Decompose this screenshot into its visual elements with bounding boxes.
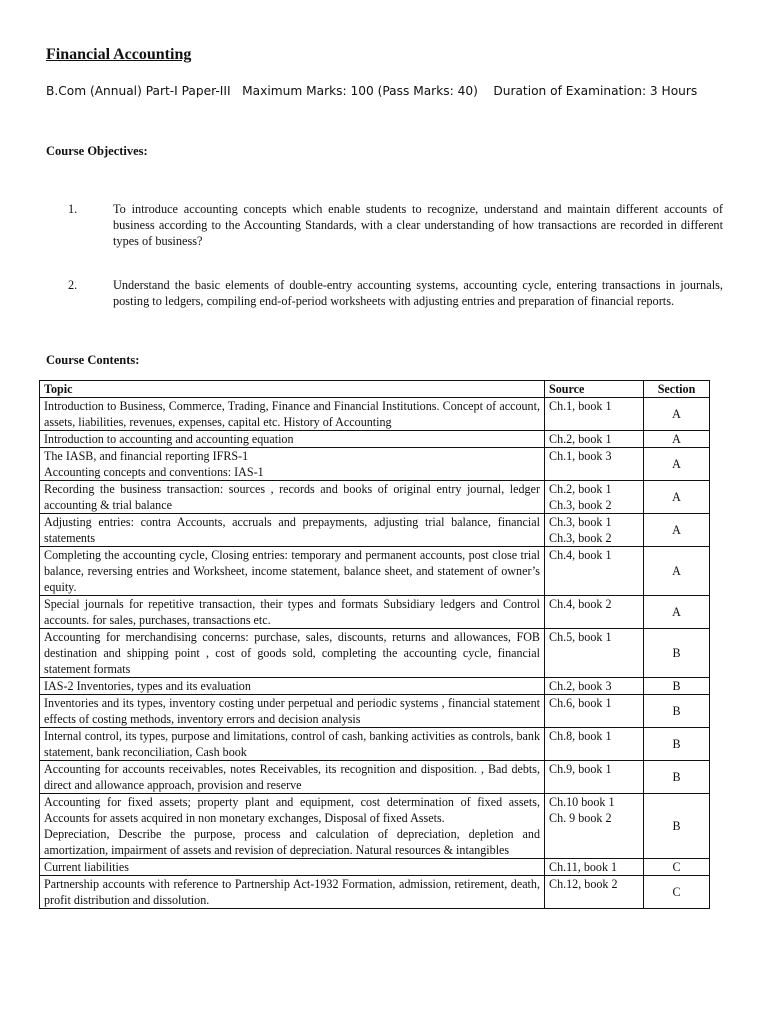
section-cell: C: [644, 876, 710, 909]
topic-text: Inventories and its types, inventory costing under perpetual and periodic systems , financial statement effects of costing methods, inventory errors and decision analysis: [44, 696, 540, 726]
topic-cell: [40, 876, 545, 909]
section-cell: A: [644, 547, 710, 596]
column-header-section: Section: [644, 381, 710, 398]
source-text: Ch.2, book 1: [549, 432, 612, 446]
source-cell: [545, 448, 644, 481]
topic-cell: [40, 629, 545, 678]
table-row: [40, 547, 710, 596]
topic-cell: [40, 761, 545, 794]
section-cell: B: [644, 794, 710, 859]
source-cell: [545, 596, 644, 629]
topic-cell: [40, 859, 545, 876]
objective-item: [68, 277, 723, 309]
column-header-topic: Topic: [40, 381, 545, 398]
table-row: [40, 398, 710, 431]
table-row: [40, 514, 710, 547]
table-body: [40, 398, 710, 909]
source-text: Ch.4, book 1: [549, 548, 612, 562]
source-text: Ch.4, book 2: [549, 597, 612, 611]
topic-text: Introduction to accounting and accounting equation: [44, 432, 294, 446]
source-cell: [545, 481, 644, 514]
source-cell: [545, 431, 644, 448]
source-text: Ch. 9 book 2: [549, 811, 612, 825]
topic-text: The IASB, and financial reporting IFRS-1: [44, 449, 249, 463]
topic-text: Partnership accounts with reference to Partnership Act-1932 Formation, admission, retirement, death, profit distribution and dissolution.: [44, 877, 540, 907]
topic-text: Completing the accounting cycle, Closing entries: temporary and permanent accounts, post close trial balance, reversing entries and Worksheet, income statement, balance sheet, and statement of owner’s equity.: [44, 548, 540, 594]
topic-text: Introduction to Business, Commerce, Trading, Finance and Financial Institutions. Concept of account, assets, liabilities, revenues, expenses, capital etc. History of Accounting: [44, 399, 540, 429]
source-text: Ch.9, book 1: [549, 762, 612, 776]
source-text: Ch.11, book 1: [549, 860, 618, 874]
section-cell: A: [644, 596, 710, 629]
source-cell: [545, 695, 644, 728]
table-row: [40, 761, 710, 794]
topic-cell: [40, 547, 545, 596]
section-cell: A: [644, 431, 710, 448]
topic-cell: [40, 596, 545, 629]
source-text: Ch.1, book 1: [549, 399, 612, 413]
source-cell: [545, 514, 644, 547]
section-cell: B: [644, 678, 710, 695]
source-text: Ch.10 book 1: [549, 795, 615, 809]
source-cell: [545, 398, 644, 431]
document-title: Financial Accounting: [46, 46, 192, 63]
topic-text: IAS-2 Inventories, types and its evaluation: [44, 679, 251, 693]
objective-text: To introduce accounting concepts which enable students to recognize, understand and maintain different accounts of business according to the Accounting Standards, with a clear understanding of how transactions are recorded in different types of business?: [113, 202, 723, 248]
source-cell: [545, 728, 644, 761]
table-header-row: [40, 381, 710, 398]
contents-heading: Course Contents:: [46, 353, 140, 367]
source-cell: [545, 876, 644, 909]
objective-item: [68, 201, 723, 249]
table-row: [40, 481, 710, 514]
column-header-source: Source: [545, 381, 644, 398]
objective-text: Understand the basic elements of double-entry accounting systems, accounting cycle, entering transactions in journals, posting to ledgers, compiling end-of-period worksheets with adjusting entries and preparation of financial reports.: [113, 278, 723, 308]
topic-text: Accounting for fixed assets; property plant and equipment, cost determination of fixed assets, Accounts for assets acquired in non monetary exchanges, Disposal of fixed Assets.: [44, 795, 540, 825]
source-text: Ch.8, book 1: [549, 729, 612, 743]
objectives-heading: Course Objectives:: [46, 144, 148, 158]
source-text: Ch.2, book 3: [549, 679, 612, 693]
section-cell: B: [644, 761, 710, 794]
section-cell: B: [644, 728, 710, 761]
table-row: [40, 859, 710, 876]
topic-text: Depreciation, Describe the purpose, process and calculation of depreciation, depletion and amortization, impairment of assets and revision of depreciation. Natural resources & intangibles: [44, 827, 540, 857]
section-cell: A: [644, 481, 710, 514]
table-row: [40, 596, 710, 629]
section-cell: C: [644, 859, 710, 876]
section-cell: A: [644, 448, 710, 481]
topic-text: Adjusting entries: contra Accounts, accruals and prepayments, adjusting trial balance, financial statements: [44, 515, 540, 545]
objective-number: 1.: [68, 202, 78, 216]
topic-cell: [40, 678, 545, 695]
section-cell: B: [644, 629, 710, 678]
source-text: Ch.6, book 1: [549, 696, 612, 710]
source-text: Ch.3, book 2: [549, 531, 612, 545]
source-text: Ch.2, book 1: [549, 482, 612, 496]
topic-text: Accounting for merchandising concerns: purchase, sales, discounts, returns and allowances, FOB destination and shipping point , cost of goods sold, completing the accounting cycle, financial statement formats: [44, 630, 540, 676]
source-text: Ch.5, book 1: [549, 630, 612, 644]
topic-text: Accounting concepts and conventions: IAS-1: [44, 465, 264, 479]
topic-cell: [40, 728, 545, 761]
topic-cell: [40, 514, 545, 547]
source-text: Ch.3, book 1: [549, 515, 612, 529]
topic-text: Internal control, its types, purpose and limitations, control of cash, banking activities as controls, bank statement, bank reconciliation, Cash book: [44, 729, 540, 759]
topic-cell: [40, 481, 545, 514]
topic-text: Current liabilities: [44, 860, 129, 874]
table-row: [40, 448, 710, 481]
topic-text: Accounting for accounts receivables, notes Receivables, its recognition and disposition. , Bad debts, direct and allowance approach, provision and reserve: [44, 762, 540, 792]
source-text: Ch.12, book 2: [549, 877, 618, 891]
section-cell: A: [644, 398, 710, 431]
source-cell: [545, 859, 644, 876]
objective-number: 2.: [68, 278, 78, 292]
source-cell: [545, 794, 644, 859]
topic-cell: [40, 448, 545, 481]
topic-cell: [40, 398, 545, 431]
table-row: [40, 431, 710, 448]
source-cell: [545, 761, 644, 794]
table-row: [40, 794, 710, 859]
course-meta-line: B.Com (Annual) Part-I Paper-III Maximum Marks: 100 (Pass Marks: 40) Duration of Examination: 3 Hours: [46, 84, 698, 98]
section-cell: B: [644, 695, 710, 728]
topic-text: Special journals for repetitive transaction, their types and formats Subsidiary ledgers and Control accounts. for sales, purchases, transactions etc.: [44, 597, 540, 627]
table-row: [40, 728, 710, 761]
source-text: Ch.1, book 3: [549, 449, 612, 463]
table-row: [40, 876, 710, 909]
source-text: Ch.3, book 2: [549, 498, 612, 512]
topic-cell: [40, 794, 545, 859]
topic-cell: [40, 695, 545, 728]
source-cell: [545, 629, 644, 678]
topic-cell: [40, 431, 545, 448]
topic-text: Recording the business transaction: sources , records and books of original entry journal, ledger accounting & trial balance: [44, 482, 540, 512]
source-cell: [545, 547, 644, 596]
course-contents-table: [39, 380, 710, 909]
table-row: [40, 695, 710, 728]
table-row: [40, 629, 710, 678]
source-cell: [545, 678, 644, 695]
table-row: [40, 678, 710, 695]
section-cell: A: [644, 514, 710, 547]
